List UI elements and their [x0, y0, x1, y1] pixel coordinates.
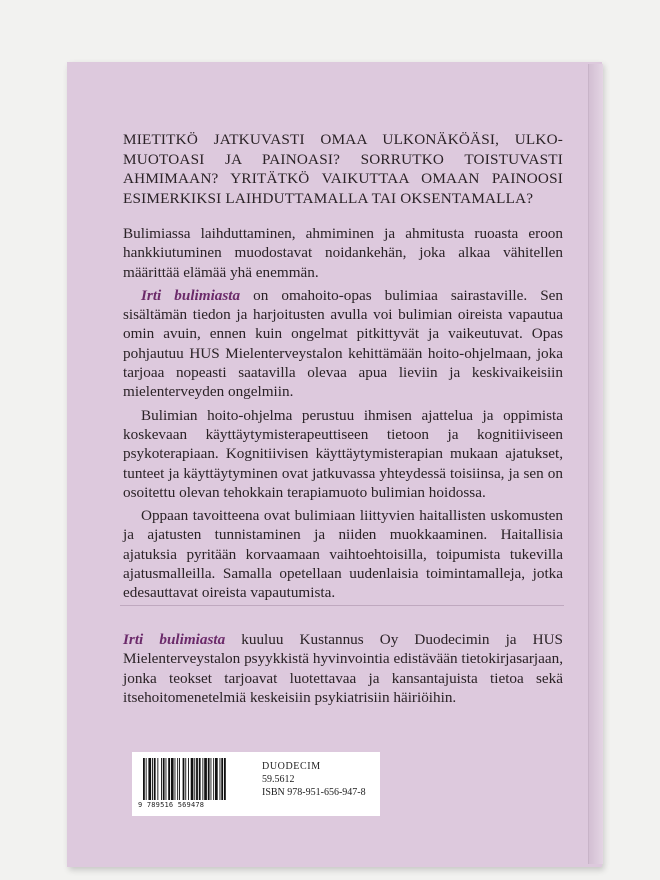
series-paragraph	[123, 630, 563, 707]
series-text: kuuluu Kustannus Oy Duodecimin ja HUS Mielenterveystalon psyykkistä hyvinvointia edistävään tietokirjasarjaan, jonka teokset tarjoavat luotettavaa ja kansantajuista tietoa sekä itsehoitomenetelmiä keskeisiin psykiatrisiin häiriöihin.	[123, 631, 564, 706]
paragraph-2	[123, 286, 563, 402]
isbn: ISBN 978-951-656-947-8	[262, 787, 366, 798]
series-note	[123, 630, 563, 707]
spine-edge	[588, 64, 603, 864]
barcode-digits: 9 789516 569478	[138, 801, 205, 809]
divider-line	[120, 605, 564, 606]
paragraph-1: Bulimiassa laihduttaminen, ahmiminen ja ahmitusta ruoasta eroon hankkiutuminen muodostavat noidankehän, joka alkaa vähitellen määrittää elämää yhä enemmän.	[123, 225, 563, 281]
class-code: 59.5612	[262, 774, 295, 785]
series-book-title: Irti bulimiasta	[123, 631, 226, 648]
book-title-inline: Irti bulimiasta	[141, 286, 241, 304]
publisher-info	[262, 760, 366, 799]
paragraph-3: Bulimian hoito-ohjelma perustuu ihmisen ajattelua ja oppimista koskevaan käyttäytymisterapeuttiseen tietoon ja kognitiiviseen psykoterapiaan. Kognitiivisen käyttäytymisterapian mukaan ajatukset, tunteet ja käyttäytyminen ovat jatkuvassa yhteydessä toisiinsa, ja sen on osoitettu olevan tehokkain terapiamuoto bulimian hoidossa.	[123, 406, 563, 501]
publisher-name: DUODECIM	[262, 761, 321, 772]
barcode-icon	[142, 758, 252, 800]
paragraph-4: Oppaan tavoitteena ovat bulimiaan liittyvien haitallisten uskomusten ja ajatusten tunnistaminen ja niiden muokkaaminen. Haitallisia ajatuksia pyritään korvaamaan vaihtoehtoisilla, toipumista tukevilla ajatusmalleilla. Samalla opetellaan uudenlaisia toimintamalleja, jotka edesauttavat oireista vapautumista.	[123, 507, 563, 602]
caps-intro: MIETITKÖ JATKUVASTI OMAA ULKONÄKÖÄSI, ULKO-MUOTOASI JA PAINOASI? SORRUTKO TOISTUVASTI AHMIMAAN? YRITÄTKÖ VAIKUTTAA OMAAN PAINOOSI ESIMERKIKSI LAIHDUTTAMALLA TAI OKSENTAMALLA?	[123, 131, 563, 207]
paragraph-2-text: on omahoito-opas bulimiaa sairastaville. Sen sisältämän tiedon ja harjoitusten avulla voi bulimian oireista vapautua omin avuin, ennen kuin ongelmat pitkittyvät ja vaikeutuvat. Opas pohjautuu HUS Mielenterveystalon kehittämään hoito-ohjelmaan, joka tarjoaa nopeasti saatavilla olevaa apua lieviin ja keskivaikeisiin mielenterveyden ongelmiin.	[123, 286, 563, 401]
description	[123, 224, 563, 607]
barcode-label	[132, 752, 380, 816]
